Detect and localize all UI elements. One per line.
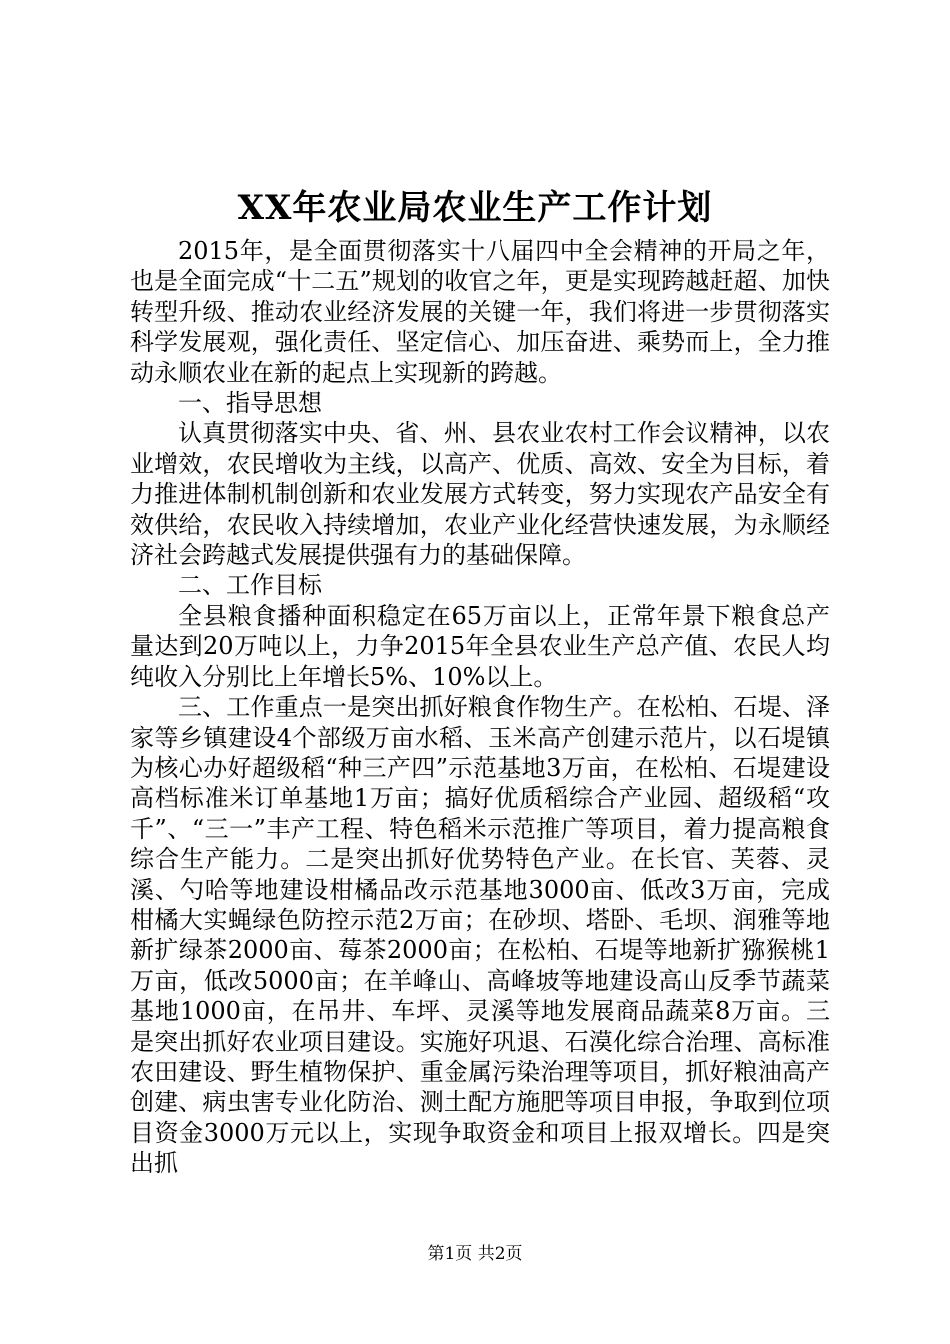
document-title: XX年农业局农业生产工作计划 xyxy=(237,188,713,228)
section-heading-guiding-thought: 一、指导思想 xyxy=(178,389,322,418)
page-number-footer: 第1页 共2页 xyxy=(427,1244,523,1264)
work-goals-paragraph: 全县粮食播种面积稳定在65万亩以上，正常年景下粮食总产量达到20万吨以上，力争2015年全县农业生产总产值、农民人均纯收入分别比上年增长5%、10%以上。 xyxy=(130,601,830,691)
intro-paragraph: 2015年，是全面贯彻落实十八届四中全会精神的开局之年，也是全面完成“十二五”规划的收官之年，更是实现跨越赶超、加快转型升级、推动农业经济发展的关键一年，我们将进一步贯彻落实科学发展观，强化责任、坚定信心、加压奋进、乘势而上，全力推动永顺农业在新的起点上实现新的跨越。 xyxy=(130,237,830,387)
document-body xyxy=(130,236,830,1179)
work-focus-paragraph: 三、工作重点一是突出抓好粮食作物生产。在松柏、石堤、泽家等乡镇建设4个部级万亩水稻、玉米高产创建示范片，以石堤镇为核心办好超级稻“种三产四”示范基地3万亩，在松柏、石堤建设高档标准米订单基地1万亩；搞好优质稻综合产业园、超级稻“攻千”、“三一”丰产工程、特色稻米示范推广等项目，着力提高粮食综合生产能力。二是突出抓好优势特色产业。在长官、芙蓉、灵溪、勺哈等地建设柑橘品改示范基地3000亩、低改3万亩，完成柑橘大实蝇绿色防控示范2万亩；在砂坝、塔卧、毛坝、润雅等地新扩绿茶2000亩、莓茶2000亩；在松柏、石堤等地新扩猕猴桃1万亩，低改5000亩；在羊峰山、高峰坡等地建设高山反季节蔬菜基地1000亩，在吊井、车坪、灵溪等地发展商品蔬菜8万亩。三是突出抓好农业项目建设。实施好巩退、石漠化综合治理、高标准农田建设、野生植物保护、重金属污染治理等项目，抓好粮油高产创建、病虫害专业化防治、测土配方施肥等项目申报，争取到位项目资金3000万元以上，实现争取资金和项目上报双增长。四是突出抓 xyxy=(130,693,830,1178)
guiding-thought-paragraph: 认真贯彻落实中央、省、州、县农业农村工作会议精神，以农业增效，农民增收为主线，以高产、优质、高效、安全为目标，着力推进体制机制创新和农业发展方式转变，努力实现农产品安全有效供给，农民收入持续增加，农业产业化经营快速发展，为永顺经济社会跨越式发展提供强有力的基础保障。 xyxy=(130,419,830,570)
section-heading-work-goals: 二、工作目标 xyxy=(178,571,322,600)
